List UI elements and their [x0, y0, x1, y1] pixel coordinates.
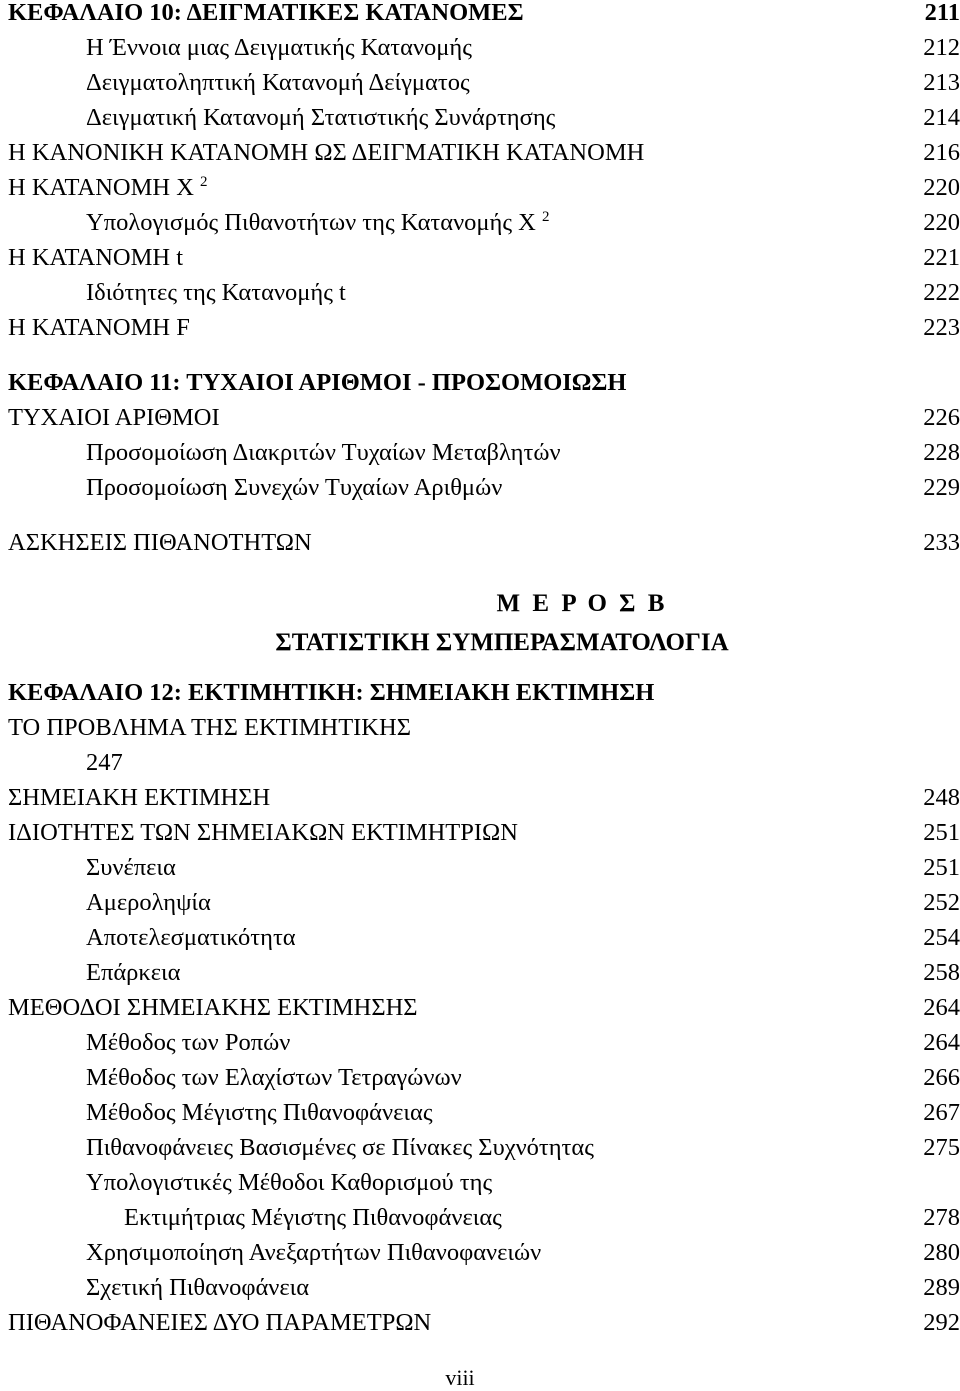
toc-entry-page: 267: [923, 1099, 960, 1126]
toc-entry-title: ΠΙΘΑΝΟΦΑΝΕΙΕΣ ΔΥΟ ΠΑΡΑΜΕΤΡΩΝ: [8, 1309, 432, 1336]
toc-entry: [0, 403, 960, 438]
toc-entry-page: 254: [923, 924, 960, 951]
toc-entry-title: Συνέπεια: [86, 854, 176, 881]
toc-entry-title: Μέθοδος Μέγιστης Πιθανοφάνειας: [86, 1099, 433, 1126]
toc-entry-title: ΚΕΦΑΛΑΙΟ 11: ΤΥΧΑΙΟΙ ΑΡΙΘΜΟΙ - ΠΡΟΣΟΜΟΙΩΣΗ: [8, 369, 627, 396]
toc-entry-title-text: Υπολογισμός Πιθανοτήτων της Κατανομής Χ: [86, 209, 536, 236]
toc-entry-title: Δειγματική Κατανομή Στατιστικής Συνάρτησης: [86, 104, 556, 131]
toc-entry: [0, 208, 960, 243]
toc-entry-page: 275: [923, 1134, 960, 1161]
toc-entry: [0, 1203, 960, 1238]
toc-entry-title: 247: [86, 749, 123, 776]
toc-entry-title: Ιδιότητες της Κατανομής t: [86, 279, 346, 306]
toc-entry-page: 266: [923, 1064, 960, 1091]
toc-entry-page: 233: [923, 529, 960, 556]
toc-entry-page: 292: [923, 1309, 960, 1336]
toc-entry: [0, 853, 960, 888]
toc-entry: [0, 278, 960, 313]
toc-entry-page: 251: [923, 819, 960, 846]
toc-entry-page: 280: [923, 1239, 960, 1266]
toc-entry-title: Η ΚΑΤΑΝΟΜΗ F: [8, 314, 190, 341]
toc-entry: [0, 313, 960, 348]
toc-entry: [0, 243, 960, 278]
toc-entry-page: 211: [924, 0, 960, 26]
toc-entry: [0, 138, 960, 173]
toc-entry-title: Σχετική Πιθανοφάνεια: [86, 1274, 310, 1301]
toc-entry-page: 221: [923, 244, 960, 271]
toc-entry-title: ΚΕΦΑΛΑΙΟ 10: ΔΕΙΓΜΑΤΙΚΕΣ ΚΑΤΑΝΟΜΕΣ: [8, 0, 524, 26]
toc-entry-title: Πιθανοφάνειες Βασισμένες σε Πίνακες Συχνότητας: [86, 1134, 594, 1161]
toc-entry-title: Προσομοίωση Συνεχών Τυχαίων Αριθμών: [86, 474, 503, 501]
toc-entry-title: Εκτιμήτριας Μέγιστης Πιθανοφάνειας: [124, 1204, 502, 1231]
toc-entry-page: 264: [923, 1029, 960, 1056]
toc-entry-title: [8, 173, 208, 203]
toc-entry-title-text: Η ΚΑΤΑΝΟΜΗ Χ: [8, 174, 194, 201]
toc-entry-title: Μέθοδος των Ελαχίστων Τετραγώνων: [86, 1064, 462, 1091]
toc-entry: [0, 103, 960, 138]
toc-entry-page: 214: [923, 104, 960, 131]
toc-entry: [0, 1028, 960, 1063]
toc-entry: [0, 173, 960, 208]
toc-entry-page: 222: [923, 279, 960, 306]
toc-entry: [0, 368, 960, 403]
toc-entry-page: 220: [923, 174, 960, 201]
toc-entry-title: ΤΥΧΑΙΟΙ ΑΡΙΘΜΟΙ: [8, 404, 220, 431]
toc-entry-title: Αμεροληψία: [86, 889, 211, 916]
toc-entry-title: ΣΗΜΕΙΑΚΗ ΕΚΤΙΜΗΣΗ: [8, 784, 271, 811]
toc-entry-title: ΚΕΦΑΛΑΙΟ 12: ΕΚΤΙΜΗΤΙΚΗ: ΣΗΜΕΙΑΚΗ ΕΚΤΙΜΗΣΗ: [8, 679, 655, 706]
toc-entry-page: 226: [923, 404, 960, 431]
toc-entry-page: 251: [923, 854, 960, 881]
toc-entry: [0, 713, 960, 748]
toc-entry-page: 264: [923, 994, 960, 1021]
toc-entry: [0, 1273, 960, 1308]
toc-entry-title: Χρησιμοποίηση Ανεξαρτήτων Πιθανοφανειών: [86, 1239, 542, 1266]
toc-entry-title: ΤΟ ΠΡΟΒΛΗΜΑ ΤΗΣ ΕΚΤΙΜΗΤΙΚΗΣ: [8, 714, 411, 741]
toc-entry: [0, 1168, 960, 1203]
toc-entry-superscript: 2: [542, 209, 550, 225]
toc-entry-page: 216: [923, 139, 960, 166]
toc-entry: [0, 748, 960, 783]
toc-entry: [0, 958, 960, 993]
toc-entry-title: Η ΚΑΝΟΝΙΚΗ ΚΑΤΑΝΟΜΗ ΩΣ ΔΕΙΓΜΑΤΙΚΗ ΚΑΤΑΝΟΜΗ: [8, 139, 645, 166]
toc-entry-title: Αποτελεσματικότητα: [86, 924, 296, 951]
toc-entry: [0, 923, 960, 958]
toc-entry: [0, 438, 960, 473]
toc-entry: [0, 33, 960, 68]
toc-entry-page: 212: [923, 34, 960, 61]
toc-entry: [0, 68, 960, 103]
toc-entry-page: 220: [923, 209, 960, 236]
toc-entry: [0, 1133, 960, 1168]
toc-entry-page: 228: [923, 439, 960, 466]
toc-entry-title: Η Έννοια μιας Δειγματικής Κατανομής: [86, 34, 472, 61]
toc-entry-title: ΑΣΚΗΣΕΙΣ ΠΙΘΑΝΟΤΗΤΩΝ: [8, 529, 312, 556]
toc-entry: [0, 528, 960, 563]
toc-entry-title: Μέθοδος των Ροπών: [86, 1029, 291, 1056]
toc-entry: [0, 993, 960, 1028]
toc-entry-title: ΜΕΘΟΔΟΙ ΣΗΜΕΙΑΚΗΣ ΕΚΤΙΜΗΣΗΣ: [8, 994, 418, 1021]
toc-entry: [0, 818, 960, 853]
page-number: viii: [445, 1365, 475, 1390]
toc-entry-page: 213: [923, 69, 960, 96]
toc-entry: [0, 473, 960, 508]
toc-entry-title: ΙΔΙΟΤΗΤΕΣ ΤΩΝ ΣΗΜΕΙΑΚΩΝ ΕΚΤΙΜΗΤΡΙΩΝ: [8, 819, 518, 846]
toc-entry-title: Επάρκεια: [86, 959, 181, 986]
toc-entry-page: 229: [923, 474, 960, 501]
part-heading: Μ Ε Ρ Ο Σ Β: [496, 590, 668, 617]
toc-entry: [0, 678, 960, 713]
toc-entry: [0, 1063, 960, 1098]
toc-entry: [0, 1098, 960, 1133]
toc-entry: [0, 1238, 960, 1273]
toc-entry-page: 252: [923, 889, 960, 916]
toc-entry: [0, 783, 960, 818]
toc-entry-superscript: 2: [200, 174, 208, 190]
toc-entry: [0, 1308, 960, 1343]
toc-entry-title: Δειγματοληπτική Κατανομή Δείγματος: [86, 69, 470, 96]
toc-entry-page: 258: [923, 959, 960, 986]
toc-entry-page: 248: [923, 784, 960, 811]
toc-entry-title: Υπολογιστικές Μέθοδοι Καθορισμού της: [86, 1169, 493, 1196]
toc-entry-page: 278: [923, 1204, 960, 1231]
toc-entry-title: Προσομοίωση Διακριτών Τυχαίων Μεταβλητών: [86, 439, 561, 466]
toc-entry-title: Η ΚΑΤΑΝΟΜΗ t: [8, 244, 184, 271]
toc-entry-page: 289: [923, 1274, 960, 1301]
part-subtitle: ΣΤΑΤΙΣΤΙΚΗ ΣΥΜΠΕΡΑΣΜΑΤΟΛΟΓΙΑ: [275, 629, 729, 656]
toc-entry-title: [86, 208, 550, 238]
toc-entry-page: 223: [923, 314, 960, 341]
toc-entry: [0, 0, 960, 33]
toc-entry: [0, 888, 960, 923]
